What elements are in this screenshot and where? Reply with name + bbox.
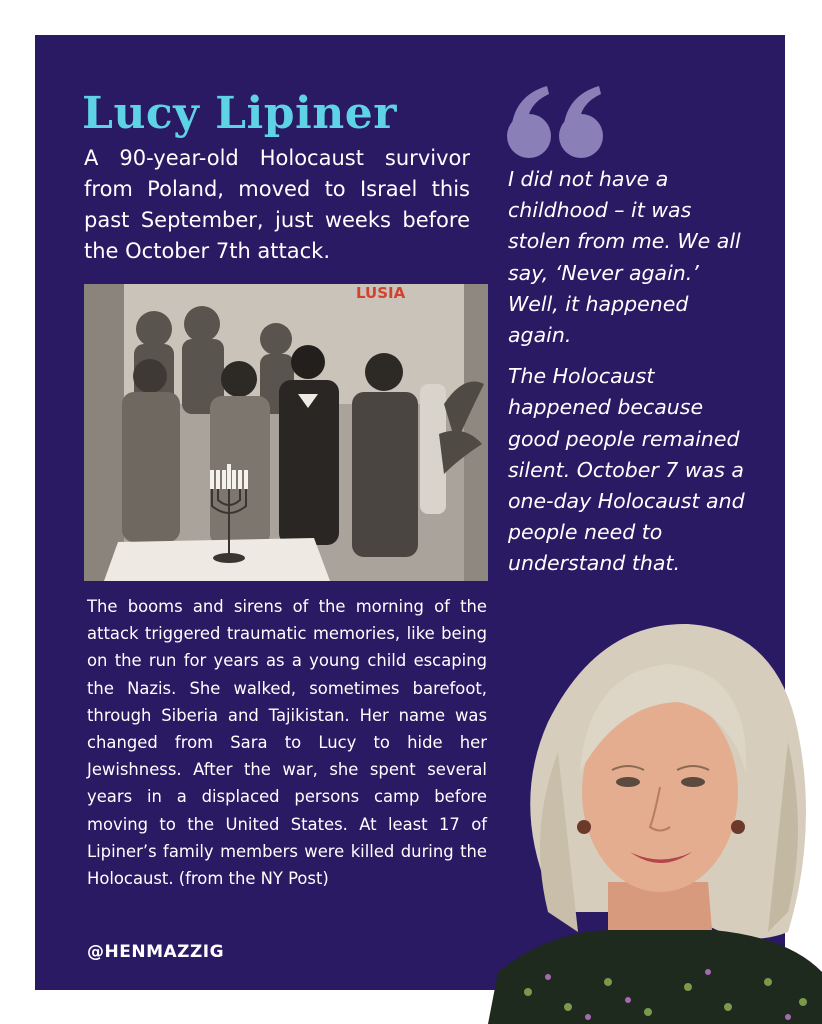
person-name: Lucy Lipiner [82, 88, 397, 139]
photo-handwritten-caption: LUSIA [356, 284, 406, 302]
quote-block [508, 164, 748, 590]
story-text: The booms and sirens of the morning of the attack triggered traumatic memories, like being on the run for years as a young child escaping the Nazis. She walked, sometimes barefoot, through Siberia and Tajikistan. Her name was changed from Sara to Lucy to hide her Jewishness. After the war, she spent several years in a displaced persons camp before moving to the United States. At least 17 of Lipiner’s family members were killed during the Holocaust. (from the NY Post) [87, 597, 487, 889]
portrait-photo [488, 612, 822, 1024]
quote-mark-icon [505, 82, 609, 160]
quote-paragraph-1: I did not have a childhood – it was stolen from me. We all say, ‘Never again.’ Well, it happened again. [508, 167, 741, 348]
archival-group-photo [84, 284, 488, 581]
quote-paragraph-2: The Holocaust happened because good people remained silent. October 7 was a one-day Holocaust and people need to understand that. [508, 364, 745, 576]
archival-photo-illustration [84, 284, 488, 581]
intro-text: A 90-year-old Holocaust survivor from Poland, moved to Israel this past September, just weeks before the October 7th attack. [84, 146, 470, 263]
social-handle: @HENMAZZIG [87, 942, 225, 962]
